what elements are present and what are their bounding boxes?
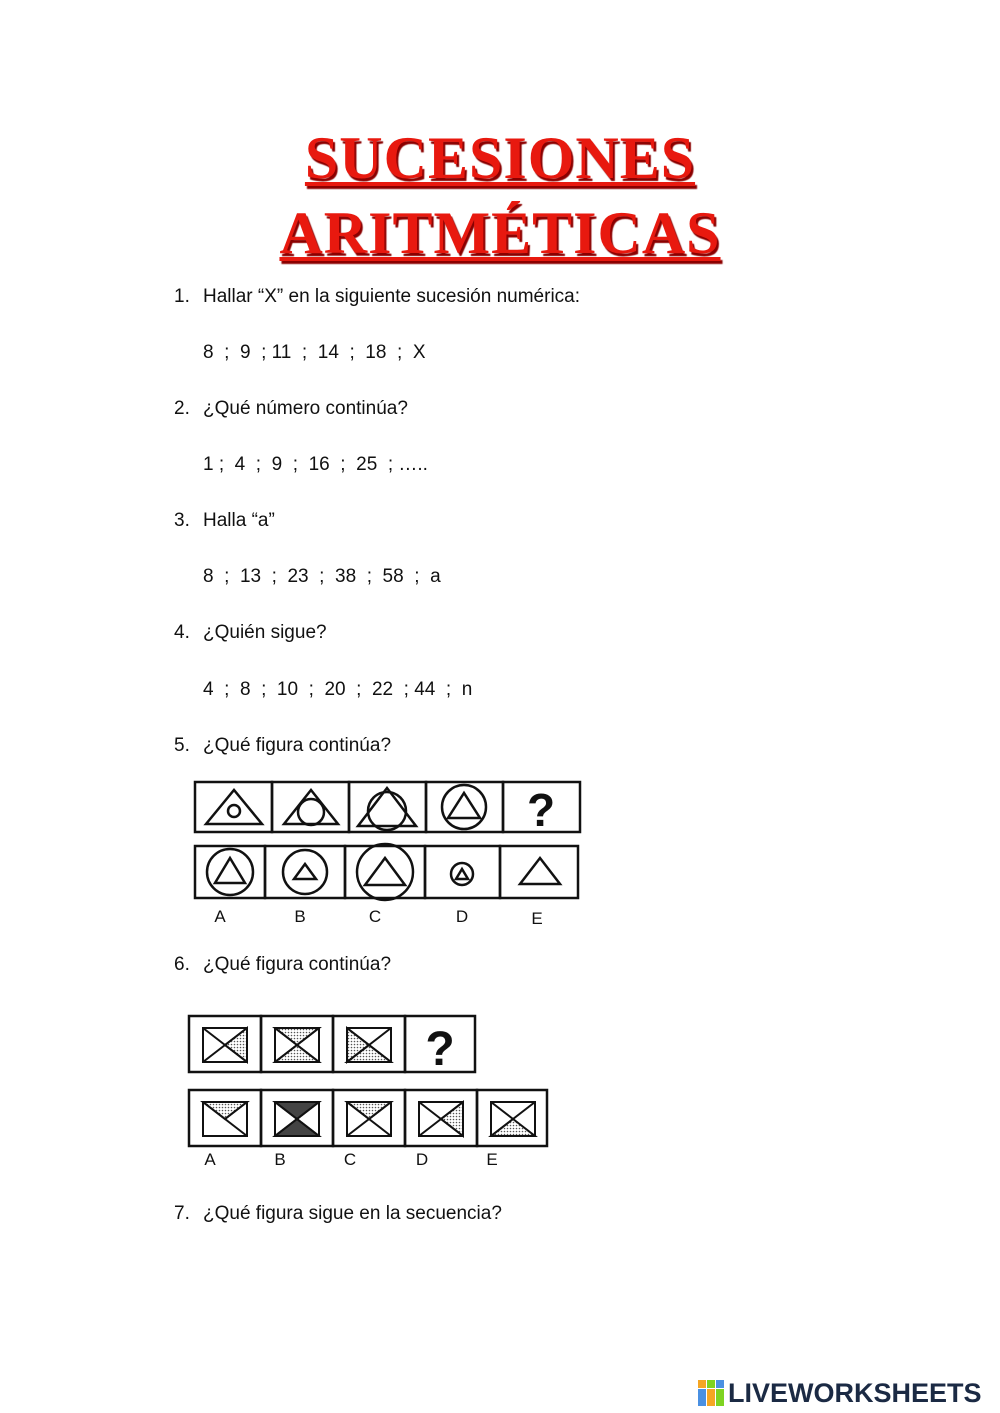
- question-3: 3. Halla “a”: [174, 510, 275, 531]
- figure-5-label-a: A: [214, 907, 226, 926]
- figure-5-option-e: [500, 846, 578, 898]
- figure-6-label-d: D: [415, 1150, 429, 1169]
- liveworksheets-footer[interactable]: [698, 1378, 982, 1408]
- sequence-3: 8 ; 13 ; 23 ; 38 ; 58 ; a: [203, 566, 441, 587]
- question-7: 7. ¿Qué figura sigue en la secuencia?: [174, 1203, 502, 1224]
- question-4: 4. ¿Quién sigue?: [174, 622, 327, 643]
- figure-6-label-e: E: [486, 1150, 498, 1169]
- figure-5-puzzle: [190, 778, 590, 928]
- figure-6-puzzle: [185, 1010, 555, 1170]
- question-5: 5. ¿Qué figura continúa?: [174, 735, 392, 756]
- title-line-2: ARITMÉTICAS: [279, 200, 721, 266]
- liveworksheets-logo-icon: [698, 1380, 724, 1406]
- figure-6-label-a: A: [204, 1150, 216, 1169]
- question-1: 1. Hallar “X” en la siguiente sucesión numérica:: [174, 286, 581, 307]
- title-line-1: SUCESIONES: [304, 125, 696, 191]
- figure-5-option-a: [195, 846, 265, 898]
- figure-5-option-b: [265, 846, 345, 898]
- figure-6-question-mark: ?: [425, 1023, 455, 1076]
- figure-5-label-e: E: [531, 909, 543, 928]
- sequence-2: 1 ; 4 ; 9 ; 16 ; 25 ; …..: [203, 454, 428, 475]
- sequence-1: 8 ; 9 ; 11 ; 14 ; 18 ; X: [203, 342, 426, 363]
- figure-5-label-c: C: [368, 907, 382, 926]
- figure-6-label-b: B: [274, 1150, 286, 1169]
- figure-5-top-cell-4: [426, 782, 503, 832]
- question-6: 6. ¿Qué figura continúa?: [174, 954, 392, 975]
- sequence-4: 4 ; 8 ; 10 ; 20 ; 22 ; 44 ; n: [203, 679, 473, 700]
- figure-5-label-d: D: [455, 907, 469, 926]
- figure-5-question-mark: ?: [526, 784, 556, 836]
- figure-6-label-c: C: [343, 1150, 357, 1169]
- question-2: 2. ¿Qué número continúa?: [174, 398, 408, 419]
- liveworksheets-brand: LIVEWORKSHEETS: [728, 1377, 982, 1408]
- figure-5-label-b: B: [294, 907, 306, 926]
